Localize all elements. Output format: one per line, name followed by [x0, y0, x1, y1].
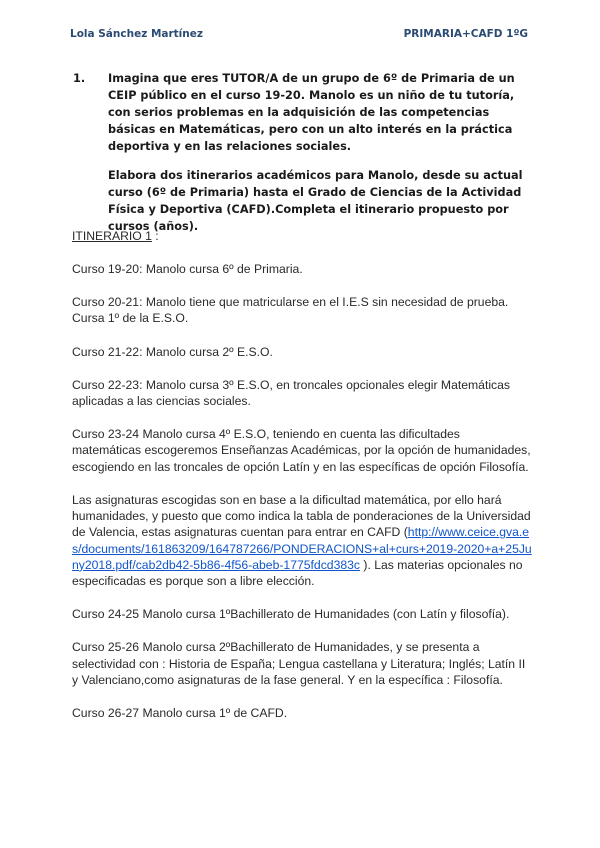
itinerary-title: ITINERARIO 1 — [72, 229, 152, 243]
author-name: Lola Sánchez Martínez — [70, 28, 203, 40]
itinerary-paragraph: Curso 21-22: Manolo cursa 2º E.S.O. — [72, 344, 273, 359]
itinerary-paragraph: Curso 25-26 Manolo cursa 2ºBachillerato de Humanidades, y se presenta a selectividad con : Historia de España; Lengua castellana y Literatura; Inglés; Latín II y Valenciano,como asignaturas de la fase general. Y en la específica : Filosofía. — [72, 640, 526, 688]
itinerary-heading — [72, 228, 532, 244]
task-number: 1. — [73, 72, 86, 85]
itinerary-section — [72, 228, 532, 738]
itinerary-paragraph: Curso 23-24 Manolo cursa 4º E.S.O, teniendo en cuenta las dificultades matemáticas escogeremos Enseñanzas Académicas, por la opción de humanidades, escogiendo en las troncales de opción Latín y en las específicas de opción Filosofía. — [72, 427, 531, 474]
itinerary-text: Las asignaturas escogidas son en base a la dificultad matemática, por ello hará humanidades, y puesto que como indica la tabla de ponderaciones de la Universidad de Valencia, estas asignaturas cuentan para entrar en CAFD ( — [72, 492, 531, 540]
task-paragraph-2: Elabora dos itinerarios académicos para Manolo, desde su actual curso (6º de Primaria) hasta el Grado de Ciencias de la Actividad Física y Deportiva (CAFD).Completa el itinerario propuesto por cursos (años). — [108, 169, 523, 233]
itinerary-line: Cursa 1º de la E.S.O. — [72, 311, 189, 326]
itinerary-text: ). Las materias opcionales no especificadas es porque son a libre elección. — [72, 557, 523, 589]
task-statement — [73, 70, 530, 247]
page-header — [70, 28, 528, 40]
itinerary-title-suffix: : — [151, 229, 159, 243]
task-paragraph-1: Imagina que eres TUTOR/A de un grupo de 6º de Primaria de un CEIP público en el curso 19-20. Manolo es un niño de tu tutoría, con serios problemas en la adquisición de las competencias básicas en Matemáticas, pero con un alto interés en la práctica deportiva y en las relaciones sociales. — [108, 72, 515, 153]
itinerary-paragraph: Curso 19-20: Manolo cursa 6º de Primaria. — [72, 262, 303, 277]
itinerary-paragraph: Curso 22-23: Manolo cursa 3º E.S.O, en troncales opcionales elegir Matemáticas aplicadas a las ciencias sociales. — [72, 377, 511, 408]
itinerary-paragraph: Curso 26-27 Manolo cursa 1º de CAFD. — [72, 706, 288, 721]
ponderaciones-link[interactable]: http://www.ceice.gva.es/documents/161863209/164787266/PONDERACIONS+al+curs+2019-2020+a+25Juny2018.pdf/cab2db42-5b86-4f56-abeb-1775fdcd383c — [72, 525, 532, 572]
itinerary-paragraph — [72, 294, 532, 327]
itinerary-paragraph — [72, 492, 532, 590]
itinerary-paragraph: Curso 24-25 Manolo cursa 1ºBachillerato de Humanidades (con Latín y filosofía). — [72, 607, 510, 622]
itinerary-line: Curso 20-21: Manolo tiene que matricularse en el I.E.S sin necesidad de prueba. — [72, 295, 509, 310]
course-label: PRIMARIA+CAFD 1ºG — [403, 28, 528, 40]
